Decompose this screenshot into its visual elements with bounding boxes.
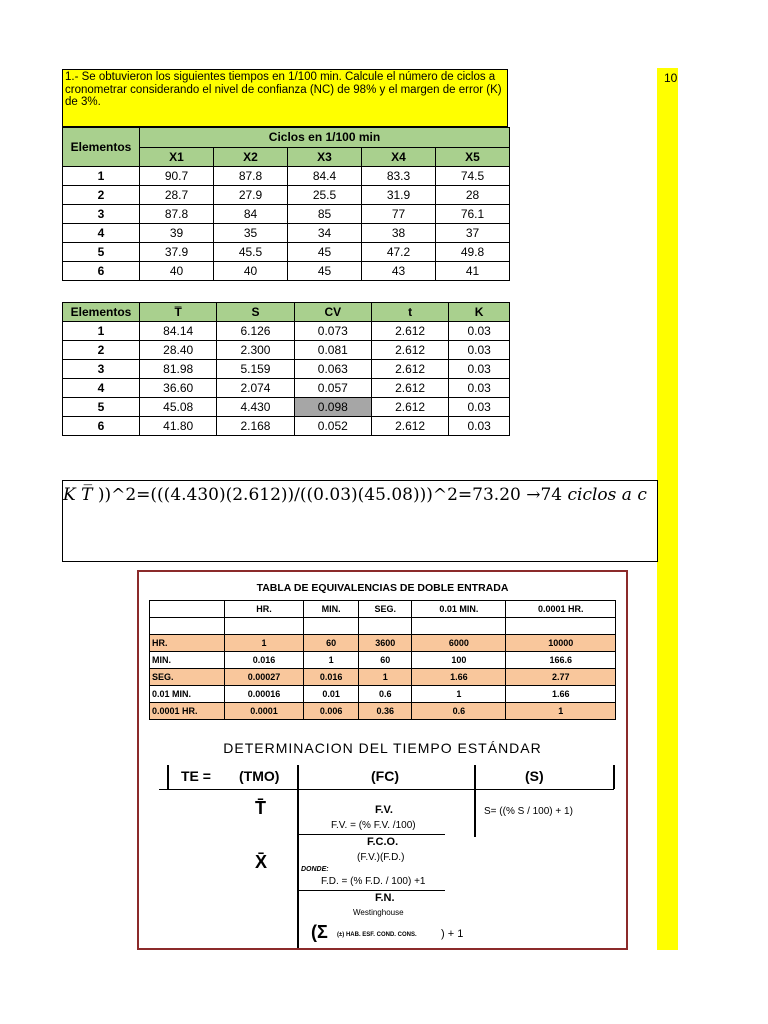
eq-cell: 60: [303, 635, 358, 652]
cell: 0.03: [449, 417, 510, 436]
cell: 38: [362, 224, 436, 243]
eq-header: SEG.: [359, 601, 412, 618]
eq-cell: 0.016: [225, 652, 304, 669]
cell: 2.612: [371, 417, 448, 436]
eq-cell: 1: [359, 669, 412, 686]
cell: 40: [140, 262, 214, 281]
col-header: X5: [436, 147, 510, 167]
cell: 84.4: [288, 167, 362, 186]
eq-cell: 1: [412, 686, 506, 703]
cell: 35: [214, 224, 288, 243]
table-row: [63, 224, 510, 243]
cell: 87.8: [140, 205, 214, 224]
cell: 45.08: [140, 398, 217, 417]
col-header: T̅: [140, 303, 217, 322]
col-header: CV: [294, 303, 371, 322]
sigma-symbol: (Σ: [311, 922, 328, 942]
formula-tail: ciclos a c: [567, 485, 647, 505]
cell: 0.057: [294, 379, 371, 398]
cell: 77: [362, 205, 436, 224]
eq-cell: 0.00027: [225, 669, 304, 686]
formula-text: [63, 485, 647, 505]
col-header: K: [449, 303, 510, 322]
te-header-row: [159, 765, 614, 790]
eq-cell: 1: [303, 652, 358, 669]
cell: 45: [288, 243, 362, 262]
eq-cell: 60: [359, 652, 412, 669]
cell: 0.03: [449, 398, 510, 417]
row-label: 5: [63, 398, 140, 417]
eq-row: [150, 686, 616, 703]
cell: 25.5: [288, 186, 362, 205]
divider: [297, 890, 445, 891]
cell: 41: [436, 262, 510, 281]
cell: 0.03: [449, 341, 510, 360]
table-row: [63, 167, 510, 186]
cell: 87.8: [214, 167, 288, 186]
row-label: 6: [63, 417, 140, 436]
eq-cell: 6000: [412, 635, 506, 652]
eq-row: [150, 652, 616, 669]
row-label: 4: [63, 224, 140, 243]
col-header: X4: [362, 147, 436, 167]
divider: [167, 765, 169, 789]
eq-cell: 2.77: [506, 669, 616, 686]
eq-header: MIN.: [303, 601, 358, 618]
cell: 76.1: [436, 205, 510, 224]
group-header: Ciclos en 1/100 min: [140, 128, 510, 148]
sigma-subscript: (±) HAB. ESF. COND. CONS.: [337, 932, 417, 938]
fn-title: F.N.: [375, 892, 395, 904]
cell: 0.063: [294, 360, 371, 379]
cell: 5.159: [217, 360, 294, 379]
cell: 90.7: [140, 167, 214, 186]
eq-cell: 0.6: [359, 686, 412, 703]
col-header-elementos: Elementos: [63, 128, 140, 167]
cell: 2.612: [371, 341, 448, 360]
fco-title: F.C.O.: [367, 836, 399, 848]
cell: 0.03: [449, 322, 510, 341]
cell: 36.60: [140, 379, 217, 398]
fv-title: F.V.: [375, 804, 393, 816]
cell: 37: [436, 224, 510, 243]
table-row: [63, 322, 510, 341]
equivalence-table: [149, 600, 616, 720]
row-label: 2: [63, 186, 140, 205]
table-row: [63, 360, 510, 379]
row-label: 3: [63, 360, 140, 379]
eq-cell: 1: [225, 635, 304, 652]
cell: 34: [288, 224, 362, 243]
s-formula: S= ((% S / 100) + 1): [484, 806, 573, 817]
cell: 6.126: [217, 322, 294, 341]
col-header: Elementos: [63, 303, 140, 322]
eq-cell: 0.36: [359, 703, 412, 720]
eq-cell: SEG.: [150, 669, 225, 686]
cell: 84.14: [140, 322, 217, 341]
cell: 37.9: [140, 243, 214, 262]
sigma-end: ) + 1: [441, 928, 464, 940]
eq-cell: 0.0001: [225, 703, 304, 720]
cell: 2.612: [371, 398, 448, 417]
fv-formula: F.V. = (% F.V. /100): [331, 820, 416, 831]
table-row: [63, 341, 510, 360]
table-row: [63, 243, 510, 262]
cell: 31.9: [362, 186, 436, 205]
fn-subtitle: Westinghouse: [353, 908, 404, 917]
col-header: t: [371, 303, 448, 322]
eq-cell: 0.016: [303, 669, 358, 686]
cell: 28.7: [140, 186, 214, 205]
eq-cell: 1: [506, 703, 616, 720]
cell: 0.081: [294, 341, 371, 360]
eq-cell: 1.66: [412, 669, 506, 686]
cell: 47.2: [362, 243, 436, 262]
eq-cell: 3600: [359, 635, 412, 652]
cell: 0.052: [294, 417, 371, 436]
donde-label: DONDE:: [301, 866, 329, 873]
image-title: TABLA DE EQUIVALENCIAS DE DOBLE ENTRADA: [256, 582, 509, 594]
cell: 0.03: [449, 379, 510, 398]
table-row: [63, 186, 510, 205]
cell: 2.300: [217, 341, 294, 360]
table-row: [63, 379, 510, 398]
eq-cell: 0.00016: [225, 686, 304, 703]
cell: 74.5: [436, 167, 510, 186]
eq-cell: HR.: [150, 635, 225, 652]
cell: 84: [214, 205, 288, 224]
fc-label: (FC): [371, 768, 399, 784]
table-row: [63, 398, 510, 417]
cell: 41.80: [140, 417, 217, 436]
cell: 2.074: [217, 379, 294, 398]
te-label: TE =: [181, 768, 211, 784]
standard-time-title: DETERMINACION DEL TIEMPO ESTÁNDAR: [223, 740, 542, 756]
eq-cell: 0.006: [303, 703, 358, 720]
stats-table: [62, 302, 510, 436]
cell: 2.612: [371, 379, 448, 398]
formula-main: 𝐾 𝑇̅ ))^2=(((4.430)(2.612))/((0.03)(45.08)))^2=73.20 →74: [63, 485, 568, 505]
cycles-table: [62, 127, 510, 281]
tmo-label: (TMO): [239, 768, 280, 784]
cell: 27.9: [214, 186, 288, 205]
col-header: S: [217, 303, 294, 322]
cell: 4.430: [217, 398, 294, 417]
divider: [297, 765, 299, 950]
row-label: 1: [63, 167, 140, 186]
row-label: 3: [63, 205, 140, 224]
fco-formula: (F.V.)(F.D.): [357, 852, 405, 863]
table-row: [63, 417, 510, 436]
fd-formula: F.D. = (% F.D. / 100) +1: [321, 876, 426, 887]
side-number: 10: [664, 71, 678, 85]
cell: 28.40: [140, 341, 217, 360]
table-row: [63, 205, 510, 224]
cell: 43: [362, 262, 436, 281]
row-label: 4: [63, 379, 140, 398]
eq-header: HR.: [225, 601, 304, 618]
cell: 2.168: [217, 417, 294, 436]
problem-statement: 1.- Se obtuvieron los siguientes tiempos en 1/100 min. Calcule el número de ciclos a cronometrar considerando el nivel de confianza (NC) de 98% y el margen de error (K) de 3%.: [62, 69, 508, 127]
cell: 40: [214, 262, 288, 281]
eq-row: [150, 669, 616, 686]
row-label: 1: [63, 322, 140, 341]
eq-cell: MIN.: [150, 652, 225, 669]
cell: 49.8: [436, 243, 510, 262]
row-label: 6: [63, 262, 140, 281]
cell: 2.612: [371, 322, 448, 341]
table-row: [63, 262, 510, 281]
col-header: X2: [214, 147, 288, 167]
eq-row: [150, 703, 616, 720]
eq-cell: 100: [412, 652, 506, 669]
equivalence-table-image: [137, 570, 628, 950]
cell: 39: [140, 224, 214, 243]
cell: 85: [288, 205, 362, 224]
eq-header: 0.01 MIN.: [412, 601, 506, 618]
divider: [297, 834, 445, 835]
eq-cell: 1.66: [506, 686, 616, 703]
eq-cell: 0.0001 HR.: [150, 703, 225, 720]
cell: 81.98: [140, 360, 217, 379]
eq-cell: 0.01 MIN.: [150, 686, 225, 703]
eq-cell: 0.01: [303, 686, 358, 703]
divider: [613, 765, 615, 789]
cell: 28: [436, 186, 510, 205]
eq-row: [150, 635, 616, 652]
s-label: (S): [525, 768, 544, 784]
cell: 45.5: [214, 243, 288, 262]
divider: [474, 765, 476, 837]
col-header: X1: [140, 147, 214, 167]
row-label: 5: [63, 243, 140, 262]
eq-header: 0.0001 HR.: [506, 601, 616, 618]
cell: 45: [288, 262, 362, 281]
formula-box: [62, 480, 658, 562]
highlighted-cell: 0.098: [294, 398, 371, 417]
eq-cell: 0.6: [412, 703, 506, 720]
yellow-column: [657, 68, 678, 950]
col-header: X3: [288, 147, 362, 167]
eq-cell: 10000: [506, 635, 616, 652]
row-label: 2: [63, 341, 140, 360]
eq-header: [150, 601, 225, 618]
x-bar-symbol: X̄: [255, 852, 268, 872]
cell: 0.03: [449, 360, 510, 379]
eq-cell: 166.6: [506, 652, 616, 669]
t-bar-symbol: T̄: [255, 798, 266, 818]
cell: 83.3: [362, 167, 436, 186]
cell: 2.612: [371, 360, 448, 379]
cell: 0.073: [294, 322, 371, 341]
